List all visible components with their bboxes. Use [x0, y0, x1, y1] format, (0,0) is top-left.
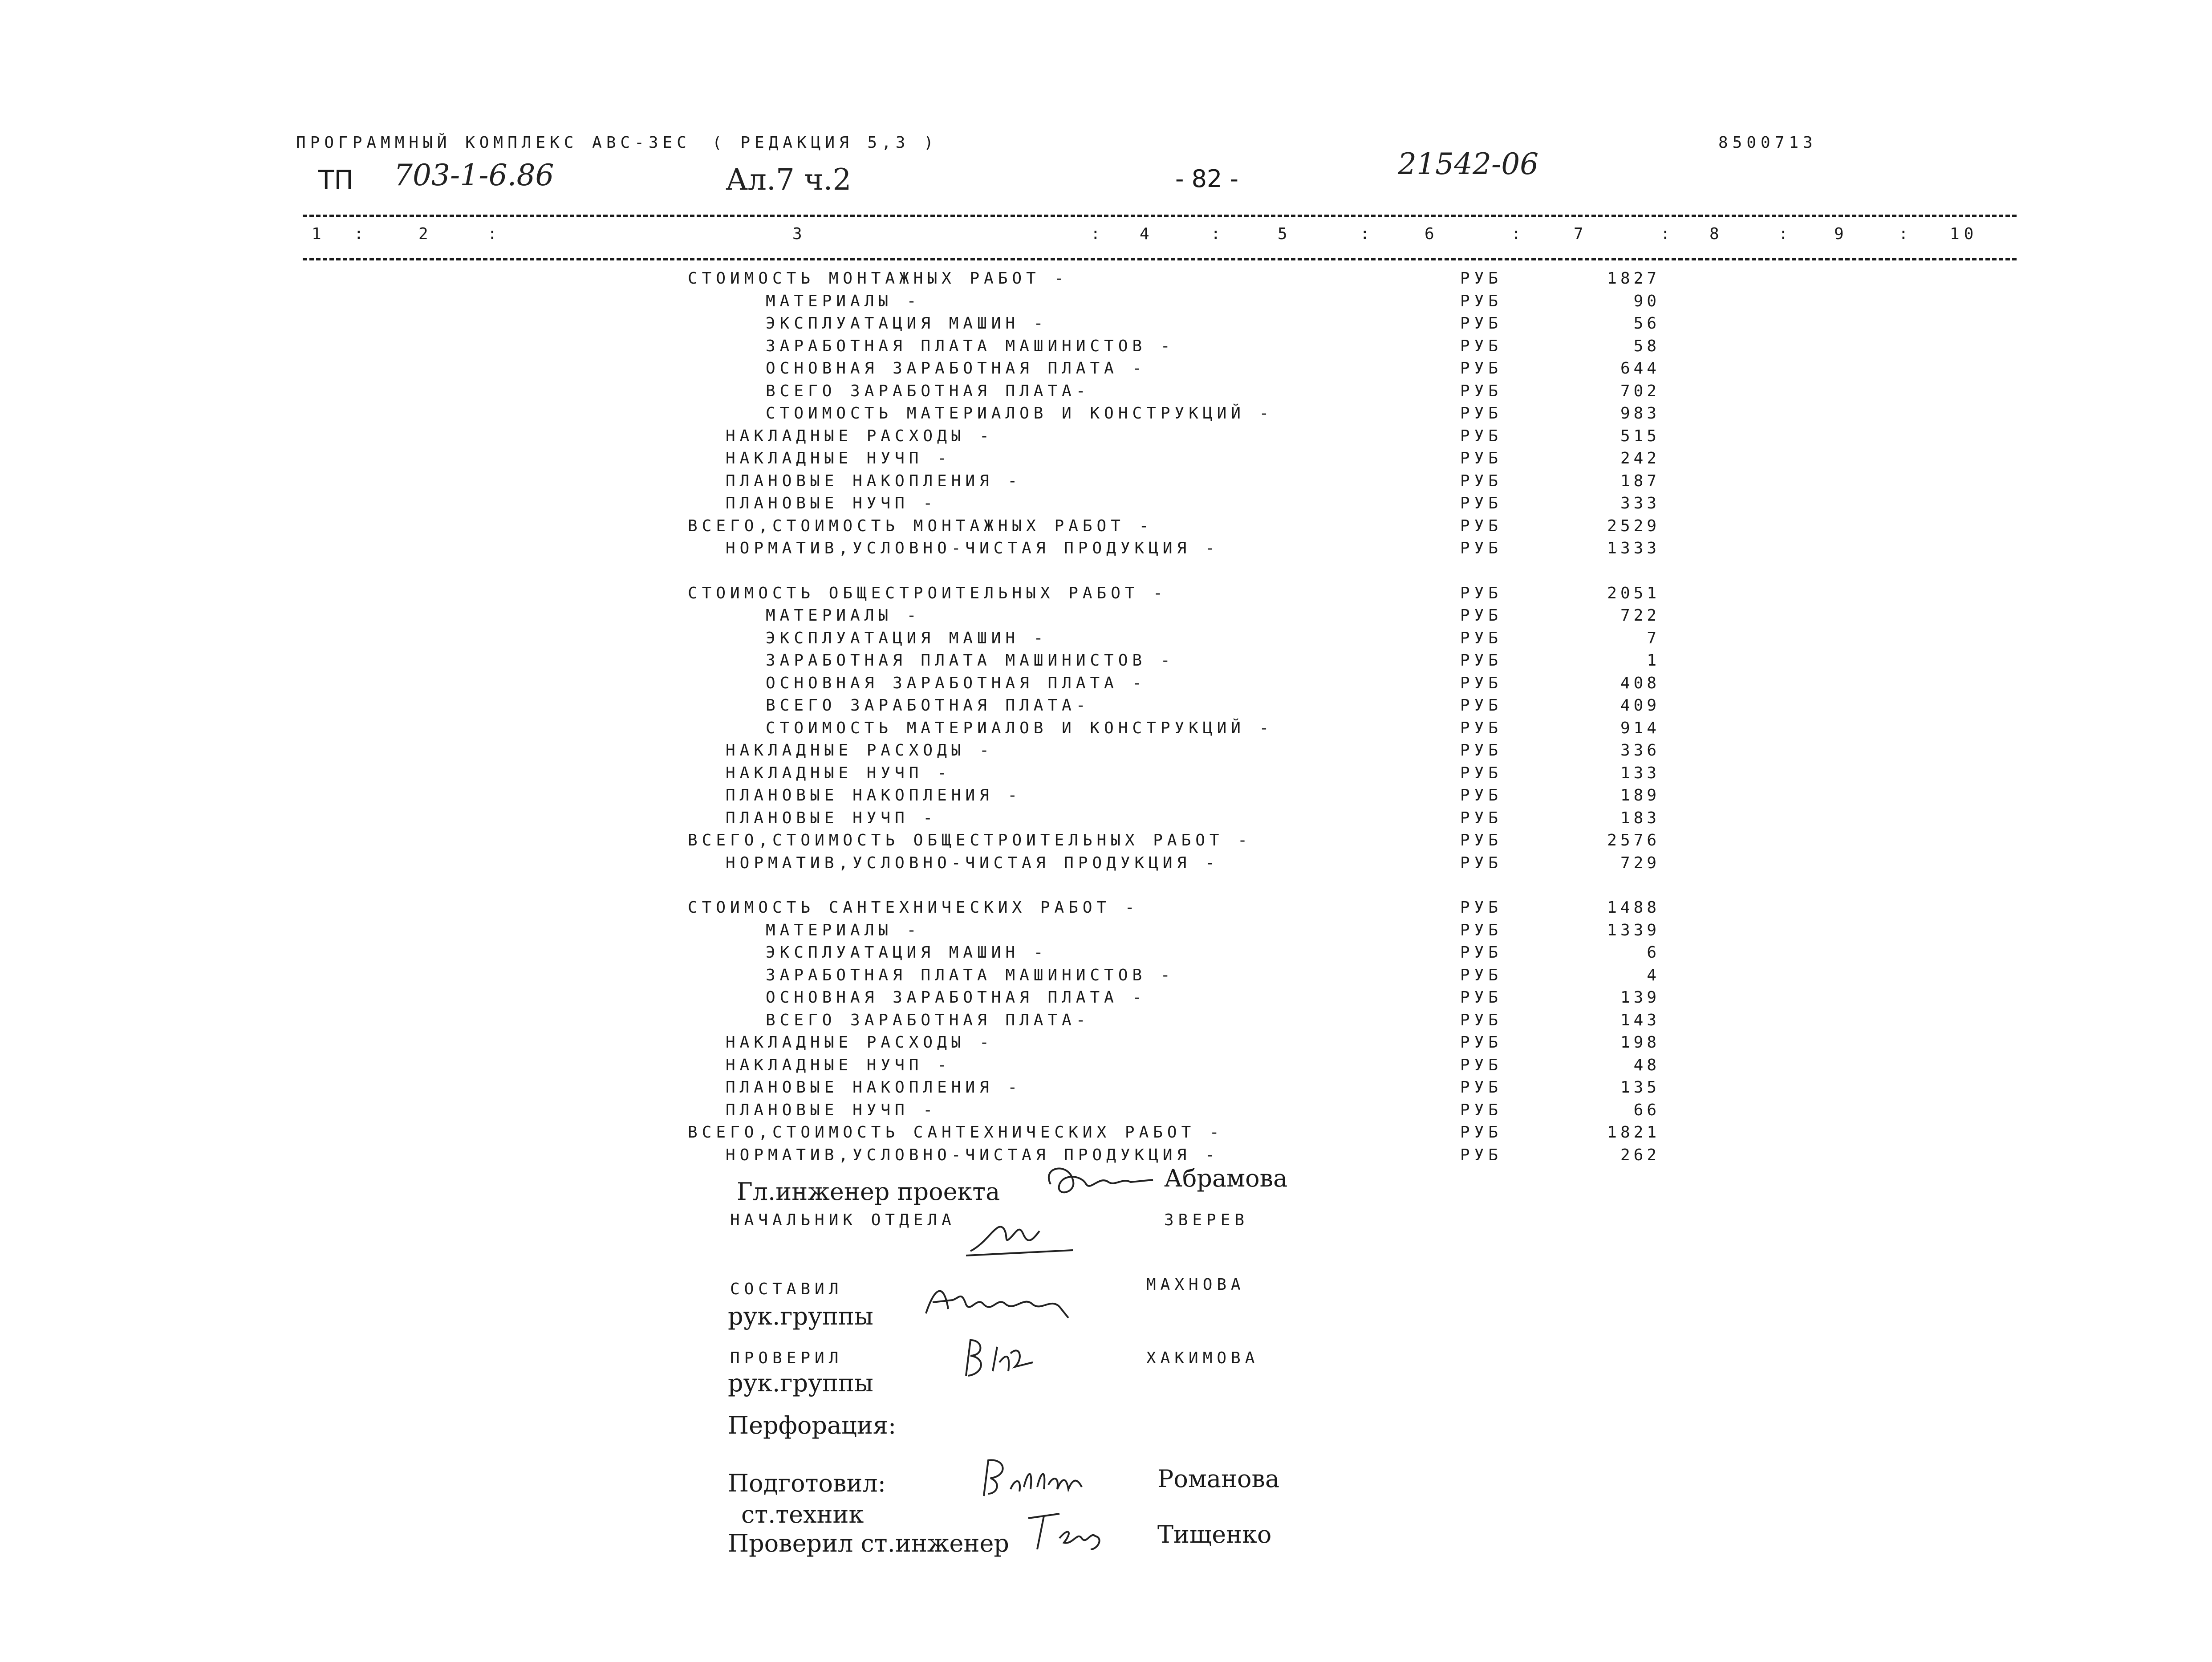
- checked-signature: [957, 1331, 1068, 1385]
- table-row: [0, 404, 2212, 427]
- header-top-rule: [303, 215, 2017, 217]
- row-label: ЭКСПЛУАТАЦИЯ МАШИН -: [766, 943, 1048, 962]
- row-label: ПЛАНОВЫЕ НАКОПЛЕНИЯ -: [726, 1078, 1022, 1097]
- table-row: [0, 921, 2212, 943]
- row-label: НАКЛАДНЫЕ НУЧП -: [726, 449, 951, 467]
- row-value: 914: [1620, 719, 1660, 737]
- row-value: 58: [1633, 337, 1660, 355]
- table-row: [0, 292, 2212, 314]
- row-unit: РУБ: [1460, 539, 1503, 557]
- row-value: 7: [1647, 629, 1660, 647]
- row-value: 187: [1620, 472, 1660, 490]
- table-row: [0, 809, 2212, 831]
- row-label: ВСЕГО ЗАРАБОТНАЯ ПЛАТА-: [766, 382, 1090, 400]
- tp-number: 703-1-6.86: [394, 158, 554, 192]
- row-value: 983: [1620, 404, 1660, 423]
- row-label: ПЛАНОВЫЕ НАКОПЛЕНИЯ -: [726, 472, 1022, 490]
- row-unit: РУБ: [1460, 1056, 1503, 1074]
- row-unit: РУБ: [1460, 382, 1503, 400]
- table-row: [0, 1056, 2212, 1078]
- row-unit: РУБ: [1460, 1011, 1503, 1029]
- col-6: 6: [1425, 225, 1439, 243]
- table-row: [0, 449, 2212, 471]
- row-label: СТОИМОСТЬ САНТЕХНИЧЕСКИХ РАБОТ -: [688, 898, 1139, 917]
- perforation-label: Перфорация:: [728, 1411, 897, 1439]
- row-label: НАКЛАДНЫЕ НУЧП -: [726, 1056, 951, 1074]
- table-row: [0, 427, 2212, 449]
- row-value: 48: [1633, 1056, 1660, 1074]
- edition-label: ( РЕДАКЦИЯ 5,3 ): [712, 134, 938, 152]
- col-2: 2: [418, 225, 433, 243]
- row-label: ЗАРАБОТНАЯ ПЛАТА МАШИНИСТОВ -: [766, 337, 1175, 355]
- col-sep: :: [354, 225, 368, 243]
- row-label: ЭКСПЛУАТАЦИЯ МАШИН -: [766, 314, 1048, 333]
- table-row: [0, 674, 2212, 696]
- row-unit: РУБ: [1460, 1101, 1503, 1119]
- row-label: ВСЕГО,СТОИМОСТЬ ОБЩЕСТРОИТЕЛЬНЫХ РАБОТ -: [688, 831, 1252, 849]
- row-label: ОСНОВНАЯ ЗАРАБОТНАЯ ПЛАТА -: [766, 674, 1147, 692]
- table-row: [0, 517, 2212, 539]
- row-value: 198: [1620, 1033, 1660, 1052]
- row-value: 2529: [1607, 517, 1660, 535]
- row-unit: РУБ: [1460, 517, 1503, 535]
- row-value: 1339: [1607, 921, 1660, 939]
- tp-prefix: ТП: [318, 165, 354, 195]
- table-row: [0, 629, 2212, 651]
- row-unit: РУБ: [1460, 764, 1503, 782]
- table-row: [0, 854, 2212, 876]
- row-value: 2576: [1607, 831, 1660, 849]
- row-unit: РУБ: [1460, 359, 1503, 378]
- row-value: 1488: [1607, 898, 1660, 917]
- reviewed-name: Тищенко: [1157, 1520, 1272, 1548]
- row-unit: РУБ: [1460, 427, 1503, 445]
- row-value: 408: [1620, 674, 1660, 692]
- row-unit: РУБ: [1460, 921, 1503, 939]
- col-sep: :: [1660, 225, 1675, 243]
- doc-number: 21542-06: [1398, 147, 1539, 181]
- row-unit: РУБ: [1460, 831, 1503, 849]
- checked-label: ПРОВЕРИЛ: [730, 1349, 843, 1367]
- prepared-name: Романова: [1157, 1465, 1280, 1493]
- table-row: [0, 606, 2212, 629]
- table-row: [0, 988, 2212, 1011]
- row-unit: РУБ: [1460, 719, 1503, 737]
- prepared-signature: [970, 1451, 1113, 1505]
- col-5: 5: [1278, 225, 1292, 243]
- row-label: МАТЕРИАЛЫ -: [766, 606, 921, 625]
- row-label: НАКЛАДНЫЕ РАСХОДЫ -: [726, 1033, 994, 1052]
- row-value: 644: [1620, 359, 1660, 378]
- row-label: ПЛАНОВЫЕ НУЧП -: [726, 809, 938, 827]
- row-value: 1333: [1607, 539, 1660, 557]
- table-row: [0, 494, 2212, 516]
- row-label: ВСЕГО ЗАРАБОТНАЯ ПЛАТА-: [766, 696, 1090, 715]
- head-dept-name: ЗВЕРЕВ: [1164, 1211, 1249, 1229]
- row-unit: РУБ: [1460, 1033, 1503, 1052]
- row-value: 409: [1620, 696, 1660, 715]
- row-label: НОРМАТИВ,УСЛОВНО-ЧИСТАЯ ПРОДУКЦИЯ -: [726, 539, 1219, 557]
- col-sep: :: [487, 225, 502, 243]
- row-value: 262: [1620, 1146, 1660, 1164]
- col-sep: :: [1211, 225, 1225, 243]
- row-unit: РУБ: [1460, 292, 1503, 310]
- compiled-label: СОСТАВИЛ: [730, 1280, 843, 1298]
- table-row: [0, 1123, 2212, 1146]
- header-bottom-rule: [303, 258, 2017, 260]
- row-unit: РУБ: [1460, 606, 1503, 625]
- row-label: ЭКСПЛУАТАЦИЯ МАШИН -: [766, 629, 1048, 647]
- chief-engineer-signature: [1037, 1158, 1171, 1207]
- row-label: НОРМАТИВ,УСЛОВНО-ЧИСТАЯ ПРОДУКЦИЯ -: [726, 854, 1219, 872]
- table-row: [0, 943, 2212, 966]
- table-row: [0, 966, 2212, 988]
- row-unit: РУБ: [1460, 314, 1503, 333]
- document-code: 8500713: [1718, 134, 1817, 152]
- row-label: ЗАРАБОТНАЯ ПЛАТА МАШИНИСТОВ -: [766, 966, 1175, 984]
- compiled-name: МАХНОВА: [1146, 1276, 1245, 1294]
- col-sep: :: [1360, 225, 1374, 243]
- col-sep: :: [1511, 225, 1526, 243]
- checked-role: рук.группы: [728, 1369, 873, 1397]
- table-row: [0, 898, 2212, 921]
- checked-name: ХАКИМОВА: [1146, 1349, 1259, 1367]
- row-label: ПЛАНОВЫЕ НУЧП -: [726, 1101, 938, 1119]
- col-sep: :: [1091, 225, 1105, 243]
- row-label: НАКЛАДНЫЕ РАСХОДЫ -: [726, 427, 994, 445]
- row-unit: РУБ: [1460, 966, 1503, 984]
- row-label: НОРМАТИВ,УСЛОВНО-ЧИСТАЯ ПРОДУКЦИЯ -: [726, 1146, 1219, 1164]
- row-label: СТОИМОСТЬ МАТЕРИАЛОВ И КОНСТРУКЦИЙ -: [766, 404, 1274, 423]
- row-value: 729: [1620, 854, 1660, 872]
- row-value: 1821: [1607, 1123, 1660, 1142]
- page-number: - 82 -: [1175, 165, 1239, 193]
- table-row: [0, 539, 2212, 561]
- table-row: [0, 741, 2212, 764]
- reviewed-label: Проверил ст.инженер: [728, 1529, 1009, 1557]
- row-label: ПЛАНОВЫЕ НАКОПЛЕНИЯ -: [726, 786, 1022, 805]
- row-value: 139: [1620, 988, 1660, 1007]
- row-unit: РУБ: [1460, 898, 1503, 917]
- row-unit: РУБ: [1460, 404, 1503, 423]
- row-value: 1: [1647, 651, 1660, 670]
- row-unit: РУБ: [1460, 674, 1503, 692]
- row-value: 1827: [1607, 269, 1660, 288]
- col-10: 10: [1950, 225, 1978, 243]
- table-row: [0, 472, 2212, 494]
- table-row: [0, 1011, 2212, 1033]
- row-unit: РУБ: [1460, 1123, 1503, 1142]
- program-name: ПРОГРАММНЫЙ КОМПЛЕКС АВС-3ЕС: [296, 134, 691, 152]
- table-row: [0, 719, 2212, 741]
- table-row: [0, 1078, 2212, 1101]
- table-row: [0, 1033, 2212, 1056]
- col-sep: :: [1778, 225, 1793, 243]
- row-value: 66: [1633, 1101, 1660, 1119]
- col-1: 1: [312, 225, 326, 243]
- row-label: ПЛАНОВЫЕ НУЧП -: [726, 494, 938, 512]
- row-label: ОСНОВНАЯ ЗАРАБОТНАЯ ПЛАТА -: [766, 359, 1147, 378]
- compiled-signature: [917, 1273, 1095, 1331]
- row-unit: РУБ: [1460, 449, 1503, 467]
- row-unit: РУБ: [1460, 741, 1503, 760]
- row-value: 183: [1620, 809, 1660, 827]
- row-unit: РУБ: [1460, 584, 1503, 602]
- table-row: [0, 831, 2212, 853]
- chief-engineer-name: Абрамова: [1164, 1164, 1288, 1192]
- row-label: ВСЕГО ЗАРАБОТНАЯ ПЛАТА-: [766, 1011, 1090, 1029]
- head-dept-label: НАЧАЛЬНИК ОТДЕЛА: [730, 1211, 956, 1229]
- head-dept-signature: [962, 1211, 1095, 1260]
- prepared-label: Подготовил:: [728, 1469, 886, 1497]
- column-header: [0, 225, 2212, 247]
- row-unit: РУБ: [1460, 854, 1503, 872]
- row-unit: РУБ: [1460, 651, 1503, 670]
- row-unit: РУБ: [1460, 494, 1503, 512]
- row-value: 4: [1647, 966, 1660, 984]
- row-label: ВСЕГО,СТОИМОСТЬ САНТЕХНИЧЕСКИХ РАБОТ -: [688, 1123, 1224, 1142]
- row-value: 6: [1647, 943, 1660, 962]
- col-9: 9: [1834, 225, 1848, 243]
- row-value: 702: [1620, 382, 1660, 400]
- row-value: 143: [1620, 1011, 1660, 1029]
- row-value: 242: [1620, 449, 1660, 467]
- row-unit: РУБ: [1460, 786, 1503, 805]
- row-value: 2051: [1607, 584, 1660, 602]
- table-row: [0, 696, 2212, 719]
- compiled-role: рук.группы: [728, 1302, 873, 1330]
- row-unit: РУБ: [1460, 472, 1503, 490]
- row-label: НАКЛАДНЫЕ РАСХОДЫ -: [726, 741, 994, 760]
- row-unit: РУБ: [1460, 629, 1503, 647]
- table-row: [0, 359, 2212, 382]
- table-row: [0, 584, 2212, 606]
- row-label: ОСНОВНАЯ ЗАРАБОТНАЯ ПЛАТА -: [766, 988, 1147, 1007]
- row-value: 56: [1633, 314, 1660, 333]
- row-label: СТОИМОСТЬ ОБЩЕСТРОИТЕЛЬНЫХ РАБОТ -: [688, 584, 1167, 602]
- row-value: 333: [1620, 494, 1660, 512]
- table-row: [0, 786, 2212, 809]
- row-value: 90: [1633, 292, 1660, 310]
- row-value: 189: [1620, 786, 1660, 805]
- row-unit: РУБ: [1460, 943, 1503, 962]
- table-row: [0, 269, 2212, 292]
- row-label: СТОИМОСТЬ МОНТАЖНЫХ РАБОТ -: [688, 269, 1069, 288]
- row-value: 336: [1620, 741, 1660, 760]
- row-value: 515: [1620, 427, 1660, 445]
- row-value: 722: [1620, 606, 1660, 625]
- col-8: 8: [1709, 225, 1724, 243]
- col-sep: :: [1899, 225, 1913, 243]
- table-row: [0, 764, 2212, 786]
- table-row: [0, 1101, 2212, 1123]
- row-value: 135: [1620, 1078, 1660, 1097]
- reviewed-signature: [1019, 1505, 1122, 1558]
- row-unit: РУБ: [1460, 1078, 1503, 1097]
- row-unit: РУБ: [1460, 1146, 1503, 1164]
- prepared-role: ст.техник: [741, 1500, 864, 1528]
- row-unit: РУБ: [1460, 809, 1503, 827]
- table-row: [0, 382, 2212, 404]
- table-row: [0, 651, 2212, 674]
- col-7: 7: [1574, 225, 1588, 243]
- chief-engineer-label: Гл.инженер проекта: [737, 1178, 1000, 1206]
- table-row: [0, 314, 2212, 337]
- row-label: НАКЛАДНЫЕ НУЧП -: [726, 764, 951, 782]
- row-unit: РУБ: [1460, 337, 1503, 355]
- col-3: 3: [792, 225, 807, 243]
- row-label: МАТЕРИАЛЫ -: [766, 921, 921, 939]
- row-label: ВСЕГО,СТОИМОСТЬ МОНТАЖНЫХ РАБОТ -: [688, 517, 1153, 535]
- col-4: 4: [1140, 225, 1154, 243]
- row-label: МАТЕРИАЛЫ -: [766, 292, 921, 310]
- album-number: Ал.7 ч.2: [726, 163, 852, 197]
- row-unit: РУБ: [1460, 696, 1503, 715]
- row-label: ЗАРАБОТНАЯ ПЛАТА МАШИНИСТОВ -: [766, 651, 1175, 670]
- row-unit: РУБ: [1460, 269, 1503, 288]
- table-row: [0, 337, 2212, 359]
- row-value: 133: [1620, 764, 1660, 782]
- row-label: СТОИМОСТЬ МАТЕРИАЛОВ И КОНСТРУКЦИЙ -: [766, 719, 1274, 737]
- row-unit: РУБ: [1460, 988, 1503, 1007]
